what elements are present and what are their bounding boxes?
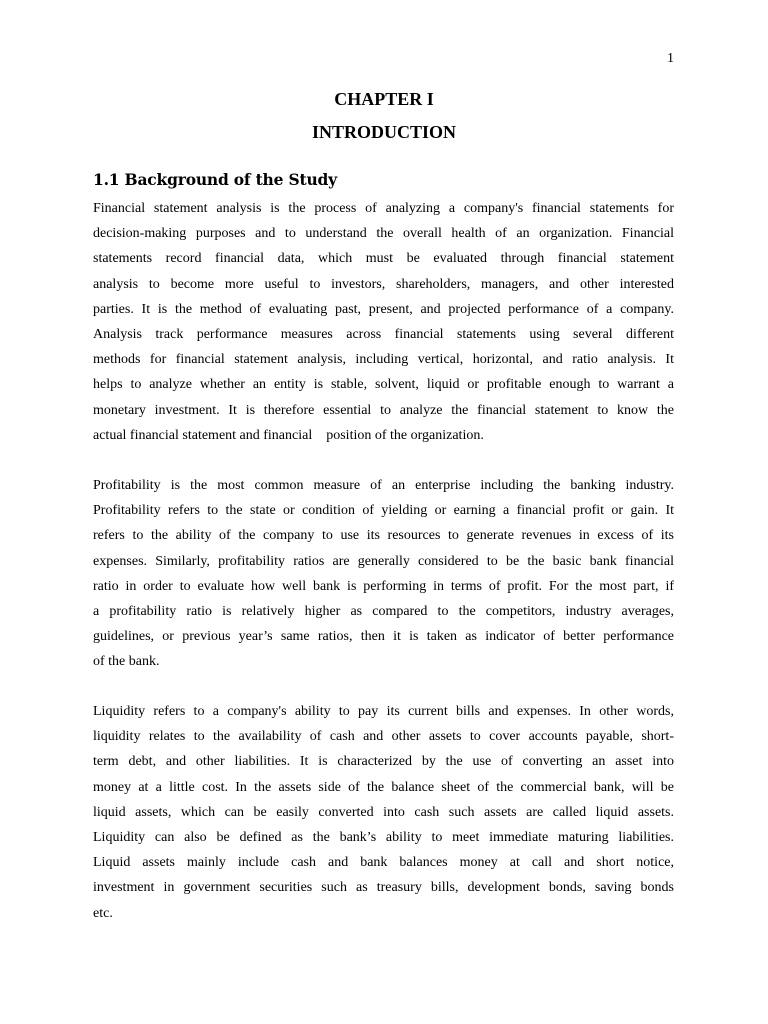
paragraph-line: of the bank. — [93, 654, 160, 670]
paragraph-line: guidelines, or previous year’s same ratios, then it is taken as indicator of better performance — [93, 629, 674, 645]
paragraph-line: investment in government securities such as treasury bills, development bonds, saving bonds — [93, 880, 674, 896]
page-number: 1 — [667, 51, 674, 66]
section-heading: 1.1 Background of the Study — [93, 170, 337, 189]
paragraph-line: Profitability is the most common measure of an enterprise including the banking industry. — [93, 478, 674, 493]
paragraph-line: term debt, and other liabilities. It is characterized by the use of converting an asset into — [93, 754, 674, 770]
paragraph-line: liquidity relates to the availability of cash and other assets to cover accounts payable, short- — [93, 729, 674, 745]
paragraph-line: monetary investment. It is therefore essential to analyze the financial statement to know the — [93, 402, 674, 418]
paragraph-line: expenses. Similarly, profitability ratios are generally considered to be the basic bank financial — [93, 553, 674, 569]
paragraph-line: a profitability ratio is relatively higher as compared to the competitors, industry averages, — [93, 603, 674, 619]
paragraph-line: methods for financial statement analysis, including vertical, horizontal, and ratio analysis. It — [93, 352, 674, 368]
chapter-label: CHAPTER I — [334, 89, 434, 109]
paragraph-line: Profitability refers to the state or condition of yielding or earning a financial profit or gain. It — [93, 503, 674, 519]
paragraph-line: parties. It is the method of evaluating past, present, and projected performance of a company. — [93, 301, 674, 317]
paragraph-line: Liquidity can also be defined as the bank’s ability to meet immediate maturing liabilities. — [93, 829, 674, 845]
paragraph-line: etc. — [93, 905, 113, 921]
paragraph-line: liquid assets, which can be easily converted into cash such assets are called liquid assets. — [93, 804, 674, 820]
paragraph-line: statements record financial data, which must be evaluated through financial statement — [93, 251, 674, 267]
paragraph-line: analysis to become more useful to investors, shareholders, managers, and other interested — [93, 276, 674, 292]
paragraph-line: money at a little cost. In the assets side of the balance sheet of the commercial bank, will be — [93, 779, 674, 795]
paragraph-line: Financial statement analysis is the process of analyzing a company's financial statements for — [93, 201, 674, 216]
paragraph-line: refers to the ability of the company to use its resources to generate revenues in excess of its — [93, 528, 674, 544]
paragraph-line: decision-making purposes and to understand the overall health of an organization. Financial — [93, 226, 674, 242]
paragraph-line: ratio in order to evaluate how well bank is performing in terms of profit. For the most part, if — [93, 578, 674, 594]
paragraph-line: Liquid assets mainly include cash and bank balances money at call and short notice, — [93, 855, 674, 871]
paragraph-liquidity — [93, 699, 674, 926]
paragraph-line: actual financial statement and financial position of the organization. — [93, 427, 484, 443]
paragraph-profitability — [93, 473, 674, 675]
chapter-title: INTRODUCTION — [311, 122, 457, 142]
paragraph-line: Analysis track performance measures across financial statements using several different — [93, 326, 674, 342]
paragraph-financial-statement-analysis — [93, 196, 674, 448]
paragraph-line: Liquidity refers to a company's ability to pay its current bills and expenses. In other words, — [93, 704, 674, 719]
paragraph-line: helps to analyze whether an entity is stable, solvent, liquid or profitable enough to warrant a — [93, 377, 674, 393]
